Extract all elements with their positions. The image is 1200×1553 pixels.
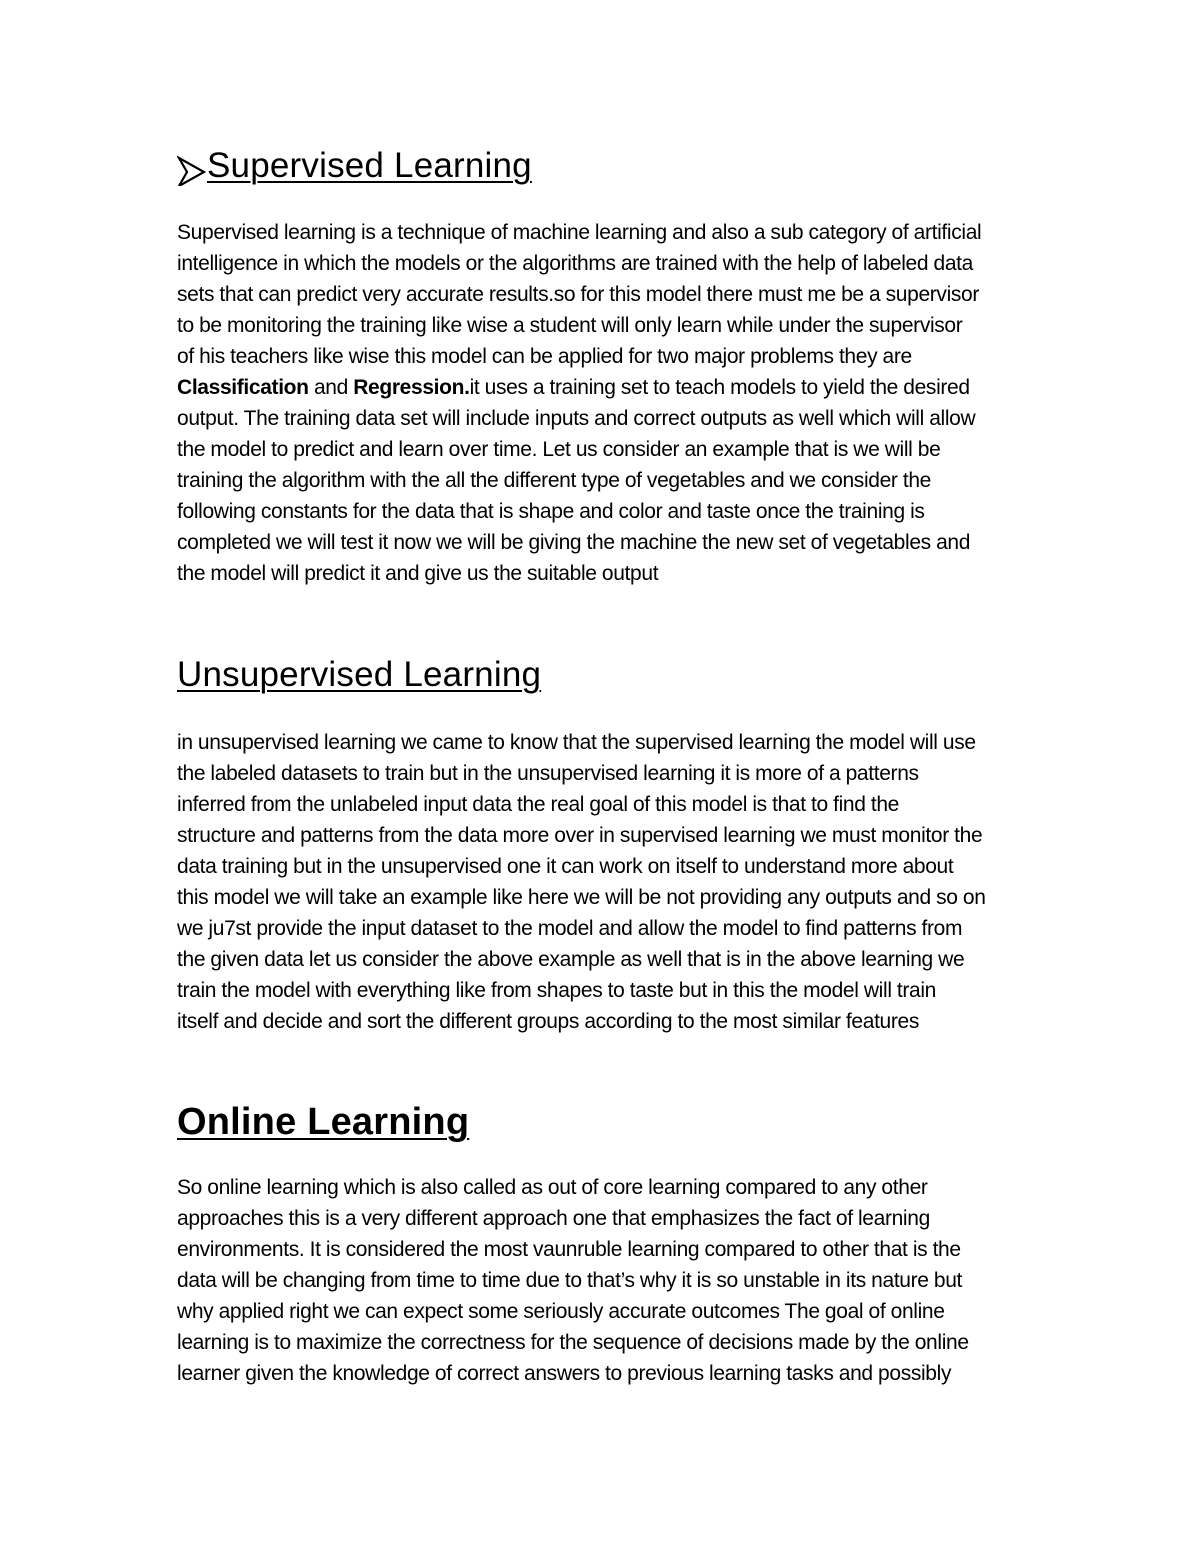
section-heading-unsupervised: Unsupervised Learning bbox=[177, 655, 542, 694]
section-heading-supervised: Supervised Learning bbox=[207, 146, 532, 185]
section-heading-online: Online Learning bbox=[177, 1101, 470, 1143]
text-line: data will be changing from time to time due to that’s why it is so unstable in its nature but bbox=[177, 1269, 963, 1292]
connector-word: and bbox=[308, 376, 354, 399]
text-line: to be monitoring the training like wise a student will only learn while under the supervisor bbox=[177, 314, 963, 337]
text-line: approaches this is a very different approach one that emphasizes the fact of learning bbox=[177, 1207, 930, 1230]
bold-term-classification: Classification bbox=[177, 376, 309, 399]
text-line: intelligence in which the models or the algorithms are trained with the help of labeled data bbox=[177, 252, 973, 275]
text-line: output. The training data set will include inputs and correct outputs as well which will allow bbox=[177, 407, 976, 430]
text-line: why applied right we can expect some seriously accurate outcomes The goal of online bbox=[177, 1300, 945, 1323]
text-line: itself and decide and sort the different groups according to the most similar features bbox=[177, 1010, 920, 1033]
text-line: learner given the knowledge of correct answers to previous learning tasks and possibly bbox=[177, 1362, 952, 1385]
paragraph-unsupervised bbox=[177, 727, 1072, 1037]
text-line: Supervised learning is a technique of machine learning and also a sub category of artificial bbox=[177, 221, 982, 244]
text-line: the labeled datasets to train but in the unsupervised learning it is more of a patterns bbox=[177, 762, 919, 785]
text-line: the model will predict it and give us the suitable output bbox=[177, 562, 659, 585]
heading-row-supervised bbox=[177, 146, 1072, 186]
paragraph-supervised bbox=[177, 217, 1072, 589]
text-line: environments. It is considered the most vaunruble learning compared to other that is the bbox=[177, 1238, 961, 1261]
text-line: the model to predict and learn over time. Let us consider an example that is we will be bbox=[177, 438, 941, 461]
text-line: training the algorithm with the all the different type of vegetables and we consider the bbox=[177, 469, 931, 492]
text-line: we ju7st provide the input dataset to the model and allow the model to find patterns from bbox=[177, 917, 963, 940]
line-continuation: it uses a training set to teach models to yield the desired bbox=[469, 376, 970, 399]
section-unsupervised-learning bbox=[177, 655, 1072, 1037]
text-line: in unsupervised learning we came to know that the supervised learning the model will use bbox=[177, 731, 976, 754]
text-line: structure and patterns from the data more over in supervised learning we must monitor the bbox=[177, 824, 983, 847]
text-line: learning is to maximize the correctness for the sequence of decisions made by the online bbox=[177, 1331, 969, 1354]
paragraph-online bbox=[177, 1172, 1072, 1389]
text-line: inferred from the unlabeled input data the real goal of this model is that to find the bbox=[177, 793, 900, 816]
text-line: of his teachers like wise this model can be applied for two major problems they are bbox=[177, 345, 912, 368]
arrowhead-bullet-icon bbox=[177, 152, 207, 186]
text-line: train the model with everything like from shapes to taste but in this the model will train bbox=[177, 979, 937, 1002]
text-line: following constants for the data that is shape and color and taste once the training is bbox=[177, 500, 925, 523]
text-line: the given data let us consider the above example as well that is in the above learning we bbox=[177, 948, 965, 971]
text-line: So online learning which is also called as out of core learning compared to any other bbox=[177, 1176, 928, 1199]
text-line: sets that can predict very accurate results.so for this model there must me be a supervisor bbox=[177, 283, 980, 306]
text-line: completed we will test it now we will be giving the machine the new set of vegetables and bbox=[177, 531, 971, 554]
section-supervised-learning bbox=[177, 146, 1072, 589]
text-line-with-bold-terms bbox=[177, 372, 1072, 403]
section-online-learning bbox=[177, 1100, 1072, 1389]
bold-term-regression: Regression. bbox=[353, 376, 470, 399]
text-line: data training but in the unsupervised one it can work on itself to understand more about bbox=[177, 855, 954, 878]
text-line: this model we will take an example like here we will be not providing any outputs and so on bbox=[177, 886, 986, 909]
